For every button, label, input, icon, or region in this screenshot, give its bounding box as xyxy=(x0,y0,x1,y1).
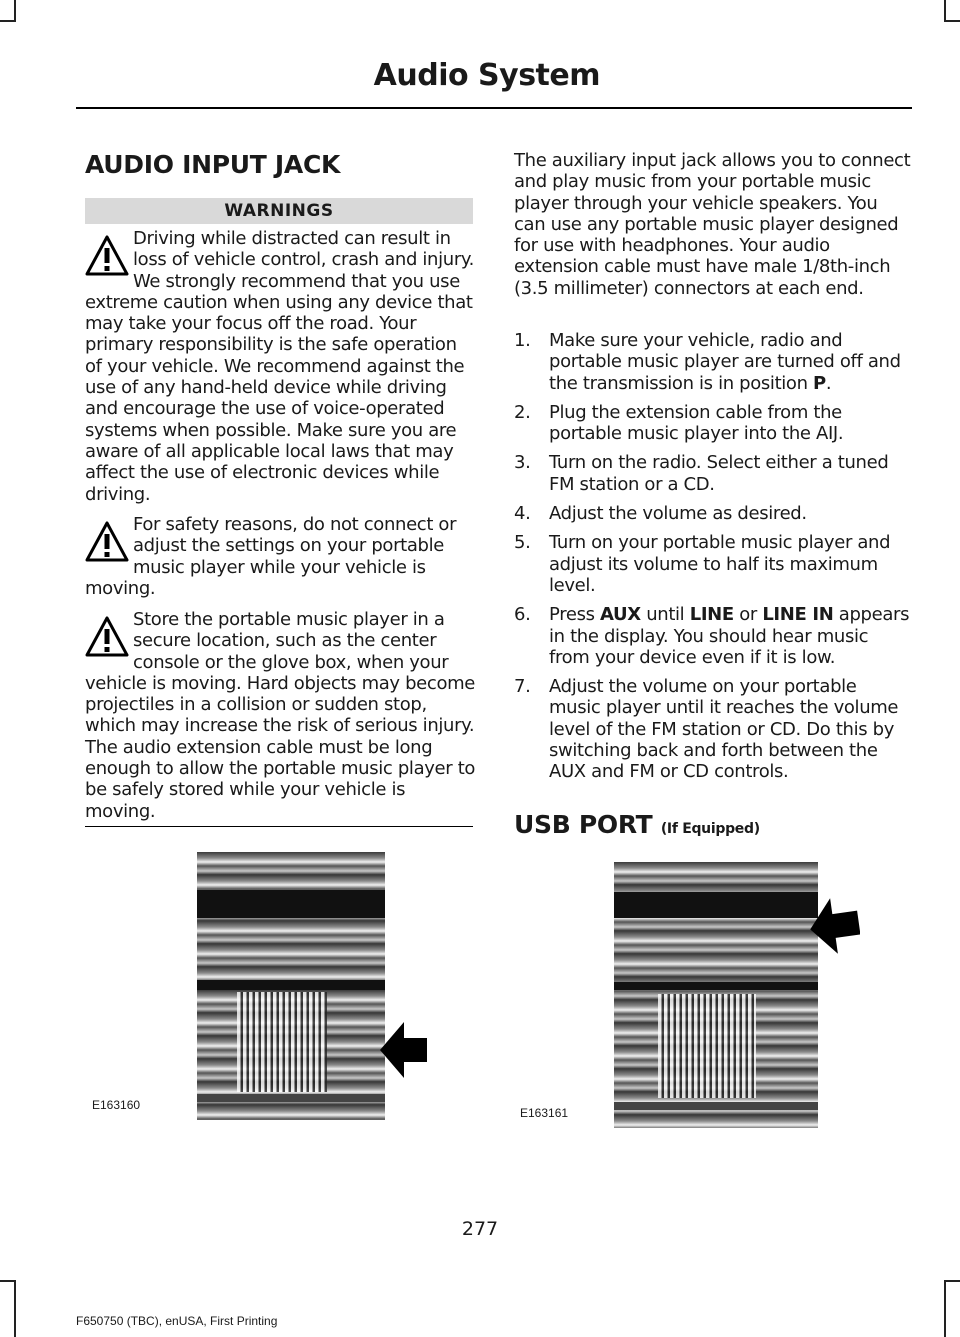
list-item: 7. Adjust the volume on your portable music player until it reaches the volume level of the FM station or CD. Do this by switching back and forth between the AUX and FM or CD controls. xyxy=(514,676,899,783)
crop-mark xyxy=(944,1280,960,1282)
warning-block-1 xyxy=(85,228,477,505)
list-item: 5. Turn on your portable music player and adjust its volume to half its maximum level. xyxy=(514,532,891,596)
section-heading-usb-port: USB PORT (If Equipped) xyxy=(514,810,760,839)
figure-label-e163161: E163161 xyxy=(520,1106,569,1120)
figure-usb-port xyxy=(614,862,818,1128)
callout-arrow-icon xyxy=(380,1018,428,1082)
header-rule xyxy=(76,107,912,109)
list-item: 2. Plug the extension cable from the portable music player into the AIJ. xyxy=(514,401,844,445)
aux-steps-list xyxy=(514,330,910,791)
warnings-label: WARNINGS xyxy=(85,198,473,224)
section-heading-audio-input-jack: AUDIO INPUT JACK xyxy=(85,150,341,179)
list-item: 4. Adjust the volume as desired. xyxy=(514,503,807,525)
callout-arrow-icon xyxy=(808,892,860,956)
page-number: 277 xyxy=(461,1218,499,1240)
aux-intro-paragraph: The auxiliary input jack allows you to connect and play music from your portable music player through your vehicle speakers. You can use any portable music player designed for use with headphones. Your audio extension cable must have male 1/8th-inch (3.5 millimeter) connectors at each end. xyxy=(514,150,911,299)
crop-mark xyxy=(0,20,16,22)
crop-mark xyxy=(14,1280,16,1337)
warnings-end-rule xyxy=(85,826,473,827)
figure-audio-input-jack xyxy=(197,852,385,1120)
usb-if-equipped-note: (If Equipped) xyxy=(660,821,760,837)
crop-mark xyxy=(14,0,16,22)
warning-triangle-icon xyxy=(85,234,129,278)
list-item: 1. Make sure your vehicle, radio and portable music player are turned off and the transmission is in position P. xyxy=(514,330,901,394)
figure-label-e163160: E163160 xyxy=(92,1098,141,1112)
crop-mark xyxy=(0,1280,16,1282)
print-info: F650750 (TBC), enUSA, First Printing xyxy=(76,1314,278,1328)
crop-mark xyxy=(944,1280,946,1337)
warning-triangle-icon xyxy=(85,520,129,564)
list-item: 6. Press AUX until LINE or LINE IN appears in the display. You should hear music from your device even if it is low. xyxy=(514,604,910,668)
crop-mark xyxy=(944,20,960,22)
crop-mark xyxy=(944,0,946,22)
page-header-title: Audio System xyxy=(373,58,600,93)
warning-text-1: Driving while distracted can result in loss of vehicle control, crash and injury. We strongly recommend that you use extreme caution when using any device that may take your focus off the road. Your primary responsibility is the safe operation of your vehicle. We recommend against the use of any hand-held device while driving and encourage the use of voice-operated systems when possible. Make sure you are aware of all applicable local laws that may affect the use of electronic devices while driving. xyxy=(85,228,474,505)
list-item: 3. Turn on the radio. Select either a tuned FM station or a CD. xyxy=(514,452,889,495)
warning-text-2: For safety reasons, do not connect or adjust the settings on your portable music player while your vehicle is moving. xyxy=(85,514,457,599)
warning-block-2 xyxy=(85,514,477,599)
warning-triangle-icon xyxy=(85,615,129,659)
warning-text-3: Store the portable music player in a secure location, such as the center console or the glove box, when your vehicle is moving. Hard objects may become projectiles in a collision or sudden stop, which may increase the risk of serious injury. The audio extension cable must be long enough to allow the portable music player to be safely stored while your vehicle is moving. xyxy=(85,609,476,822)
warning-block-3 xyxy=(85,609,477,822)
